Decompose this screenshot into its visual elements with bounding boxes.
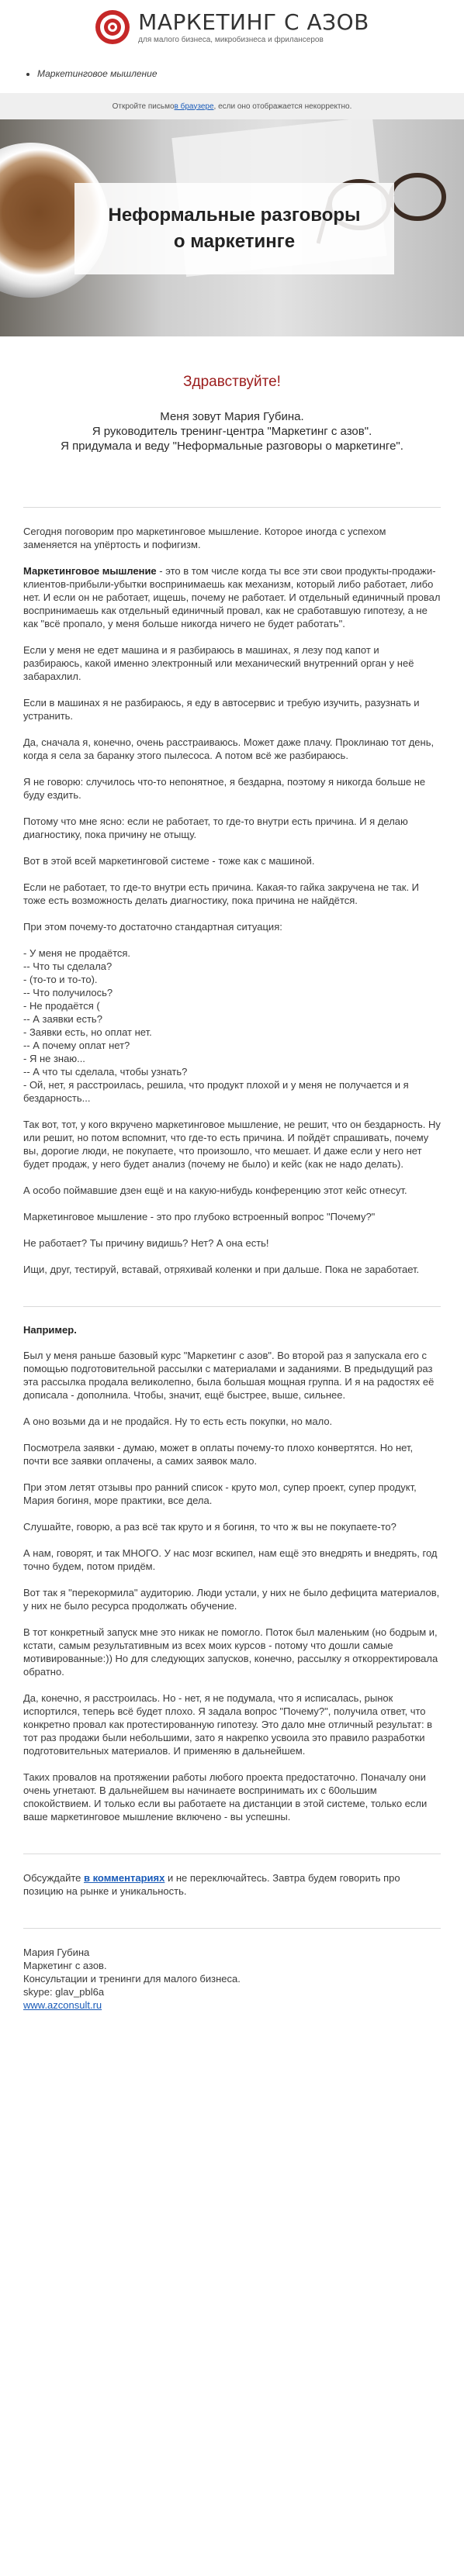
discuss-text-after: и не переключайтесь. Завтра будем говорить про позицию на рынке и уникальность. — [23, 1872, 400, 1897]
article-paragraph: Вот в этой всей маркетинговой системе - тоже как с машиной. — [23, 855, 315, 867]
discuss-text-before: Обсуждайте — [23, 1872, 84, 1884]
article-paragraph: Сегодня поговорим про маркетинговое мышление. Которое иногда с успехом заменяется на упёртость и пофигизм. — [23, 526, 386, 550]
article-paragraph: Да, сначала я, конечно, очень расстраиваюсь. Может даже плачу. Проклинаю тот день, когда я села за баранку этого пылесоса. А потом всё же разбираюсь. — [23, 736, 435, 761]
banner-title-line-2: о маркетинге — [173, 231, 296, 252]
hero-banner — [0, 119, 464, 336]
dialog-line: - Я не знаю... — [23, 1053, 85, 1064]
dialog-line: - Заявки есть, но оплат нет. — [23, 1026, 152, 1038]
example-paragraph: Посмотрела заявки - думаю, может в оплаты почему-то плохо конвертятся. Но нет, почти все заявки оплачены, а самих заявок мало. — [23, 1442, 414, 1467]
logo-title: МАРКЕТИНГ С АЗОВ — [138, 9, 369, 35]
intro-line-1: Меня зовут Мария Губина. — [160, 410, 304, 423]
article-paragraph: Маркетинговое мышление - это про глубоко встроенный вопрос "Почему?" — [23, 1211, 376, 1222]
article-body — [0, 508, 464, 1306]
dialog-line: -- Что получилось? — [23, 987, 113, 998]
article-paragraph: Не работает? Ты причину видишь? Нет? А она есть! — [23, 1237, 269, 1249]
intro-line-3: Я придумала и веду "Неформальные разговоры о маркетинге". — [61, 440, 403, 453]
article-paragraph: При этом почему-то достаточно стандартная ситуация: — [23, 921, 282, 933]
example-paragraph: Да, конечно, я расстроилась. Но - нет, я не подумала, что я исписалась, рынок испортился, теперь всё будет плохо. Я задала вопрос "Почему?", получила ответ, что конкретно провал как протестированную гипотезу. Это дало мне отличный результат: в тот раз продажи были небольшими, зато я накрепко усвоила это правило разработки подготовительных материалов. И применяю в дальнейшем. — [23, 1692, 433, 1757]
comments-link[interactable]: в комментариях — [83, 1872, 165, 1884]
example-heading: Например. — [23, 1324, 77, 1336]
dialog-line: -- А что ты сделала, чтобы узнать? — [23, 1066, 188, 1078]
intro-line-2: Я руководитель тренинг-центра "Маркетинг с азов". — [92, 425, 372, 438]
breadcrumb-item[interactable]: • Маркетинговое мышление — [37, 68, 464, 79]
greeting-title: Здравствуйте! — [183, 374, 281, 390]
dialog-line: -- А почему оплат нет? — [23, 1040, 130, 1051]
article-paragraph: Если не работает, то где-то внутри есть причина. Какая-то гайка закручена не так. И тоже есть возможность делать диагностику, пока причина не найдётся. — [23, 881, 420, 906]
breadcrumb — [0, 54, 464, 93]
example-paragraph: А оно возьми да и не продайся. Ну то есть есть покупки, но мало. — [23, 1416, 333, 1427]
example-section — [0, 1307, 464, 1854]
article-paragraph: Ищи, друг, тестируй, вставай, отряхивай коленки и при дальше. Пока не заработает. — [23, 1264, 420, 1275]
example-paragraph: При этом летят отзывы про ранний список - круто мол, супер проект, супер продукт, Мария богиня, море практики, все дела. — [23, 1481, 417, 1506]
example-paragraph: А нам, говорят, и так МНОГО. У нас мозг вскипел, нам ещё это внедрять и внедрять, год точно будем, потом придём. — [23, 1547, 438, 1572]
logo-subtitle: для малого бизнеса, микробизнеса и фрилансеров — [138, 35, 324, 44]
notice-text-before: Откройте письмо — [112, 102, 175, 111]
example-paragraph: В тот конкретный запуск мне это никак не помогло. Поток был маленьким (но бодрым и, кстати, самым результативным из всех моих курсов - потому что дошли самые мотивированные:)) Но для следующих запусков, конечно, рассылку я откорректировала обратно. — [23, 1626, 438, 1678]
article-paragraph: Если в машинах я не разбираюсь, я еду в автосервис и требую изучить, разузнать и устранить. — [23, 697, 420, 722]
term-highlight: Маркетинговое мышление — [23, 565, 157, 577]
article-paragraph: Если у меня не едет машина и я разбираюсь в машинах, я лезу под капот и разбираюсь, какой именно электронный или механический внутренний орган у неё забарахлил. — [23, 644, 414, 682]
banner-title-line-1: Неформальные разговоры — [108, 205, 361, 226]
logo[interactable] — [95, 9, 369, 45]
website-link[interactable]: www.azconsult.ru — [23, 1999, 102, 2011]
signature-skype: skype: glav_pbl6a — [23, 1986, 105, 1998]
email-header — [0, 0, 464, 54]
target-logo-icon — [95, 9, 130, 45]
article-paragraph: А особо поймавшие дзен ещё и на какую-нибудь конференцию этот кейс отнесут. — [23, 1185, 407, 1196]
signature — [0, 1929, 464, 2029]
example-paragraph: Был у меня раньше базовый курс "Маркетинг с азов". Во второй раз я запускала его с помощью подготовительной рассылки с материалами и заданиями. В предыдущий раз эта рассылка продала великолепно, была большая мощная группа. И я на радостях её дописала - дополнила. Чтобы, значит, ещё быстрее, выше, сильнее. — [23, 1350, 435, 1401]
notice-text-after: , если оно отображается некорректно. — [213, 102, 352, 111]
dialog-line: -- А заявки есть? — [23, 1013, 102, 1025]
open-in-browser-link[interactable]: в браузере — [174, 102, 214, 111]
banner-title-box — [74, 183, 394, 274]
dialog-block — [23, 947, 441, 1105]
article-paragraph: Я не говорю: случилось что-то непонятное, я бездарна, поэтому я никогда больше не буду ездить. — [23, 776, 426, 801]
discuss-section — [0, 1854, 464, 1928]
signature-name: Мария Губина — [23, 1947, 90, 1958]
dialog-line: -- Что ты сделала? — [23, 960, 113, 972]
article-paragraph: Так вот, тот, у кого вкручено маркетинговое мышление, не решит, что он бездарность. Ну или решит, но потом вспомнит, что где-то есть причина. И пойдёт спрашивать, почему вы, дорогие люди, не покупаете, что произошло, что мешает. И даже если у него нет будет продаж, у него будет анализ (почему не было) и кейс (как не надо делать). — [23, 1119, 441, 1170]
article-paragraph — [23, 564, 441, 630]
example-paragraph: Таких провалов на протяжении работы любого проекта предостаточно. Поначалу они очень угнетают. В дальнейшем вы начинаете воспринимать их с 60ольшим спокойствием. И только если вы работаете на дистанции в этой системе, только если ваше маркетинговое мышление включено - вы успешны. — [23, 1771, 428, 1823]
term-definition: - это в том числе когда ты все эти свои продукты-продажи-клиентов-прибыли-убытки воспринимаешь как механизм, который либо работает, либо нет. И если он не работает, ищешь, почему не работает. И отдельный единичный провал воспринимаешь как отдельный единичный провал, как не сработавшую гипотезу, а не как "всё пропало, у меня больше никогда ничего не будет работать". — [23, 565, 441, 629]
signature-company: Маркетинг с азов. — [23, 1960, 107, 1971]
example-paragraph: Слушайте, говорю, а раз всё так круто и я богиня, то что ж вы не покупаете-то? — [23, 1521, 396, 1533]
article-paragraph: Потому что мне ясно: если не работает, то где-то внутри есть причина. И я делаю диагностику, пока причину не отыщу. — [23, 816, 408, 840]
dialog-line: - Не продаётся ( — [23, 1000, 100, 1012]
dialog-line: - (то-то и то-то). — [23, 974, 98, 985]
greeting-block — [0, 336, 464, 507]
dialog-line: - У меня не продаётся. — [23, 947, 131, 959]
signature-description: Консультации и тренинги для малого бизнеса. — [23, 1973, 241, 1985]
dialog-line: - Ой, нет, я расстроилась, решила, что продукт плохой и у меня не получается и я бездарность... — [23, 1079, 409, 1104]
example-paragraph: Вот так я "перекормила" аудиторию. Люди устали, у них не было дефицита материалов, у них не было ресурса продолжать обучение. — [23, 1587, 440, 1612]
discuss-text — [23, 1871, 441, 1898]
browser-notice — [0, 93, 464, 119]
